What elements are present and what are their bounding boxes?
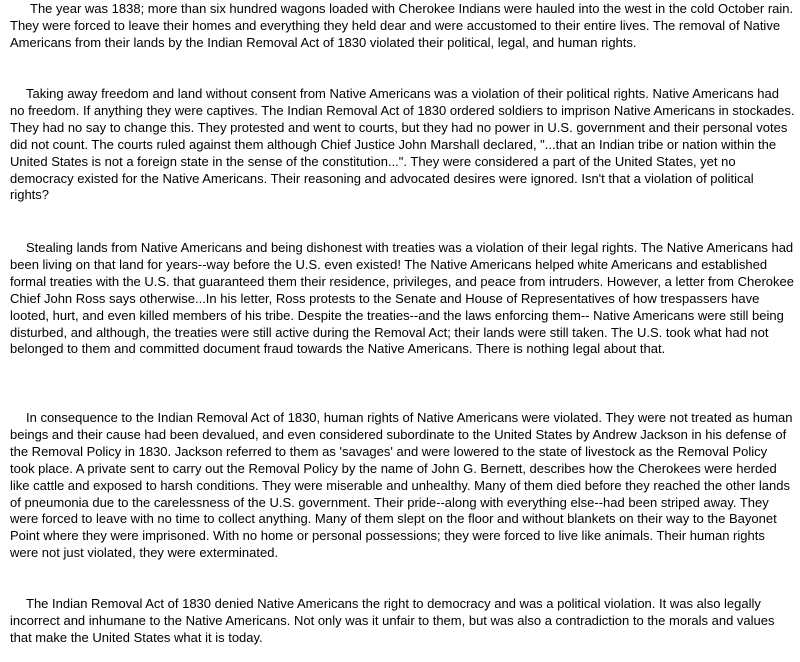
paragraph-human-rights: In consequence to the Indian Removal Act of 1830, human rights of Native Americans were violated. They were not treated as human beings and their cause had been devalued, and even considered subordinate to the United States by Andrew Jackson in his defense of the Removal Policy in 1830. Jackson referred to them as 'savages' and were lowered to the state of livestock as the Removal Policy took place. A private sent to carry out the Removal Policy by the name of John G. Bernett, describes how the Cherokees were herded like cattle and exposed to harsh conditions. They were miserable and unhealthy. Many of them died before they reached the other lands of pneumonia due to the carelessness of the U.S. government. Their pride--along with everything else--had been striped away. They were forced to leave with no time to collect anything. Many of them slept on the floor and without blankets on their way to the Bayonet Point where they were imprisoned. With no home or personal possessions; they were forced to live like animals. Their human rights were not just violated, they were exterminated.: [10, 410, 793, 561]
paragraph-conclusion: The Indian Removal Act of 1830 denied Native Americans the right to democracy and was a political violation. It was also legally incorrect and inhumane to the Native Americans. Not only was it unfair to them, but was also a contradiction to the morals and values that make the United States what it is today.: [10, 596, 775, 645]
paragraph-legal-rights: Stealing lands from Native Americans and being dishonest with treaties was a violation of their legal rights. The Native Americans had been living on that land for years--way before the U.S. even existed! The Native Americans helped white Americans and established formal treaties with the U.S. that guaranteed them their residence, privileges, and peace from intruders. However, a letter from Cherokee Chief John Ross says otherwise...In his letter, Ross protests to the Senate and House of Representatives of how trespassers have looted, hurt, and even killed members of his tribe. Despite the treaties--and the laws enforcing them-- Native Americans were still being disturbed, and although, the treaties were still active during the Removal Act; their lands were still taken. The U.S. took what had not belonged to them and committed document fraud towards the Native Americans. There is nothing legal about that.: [10, 240, 794, 357]
paragraph-intro: The year was 1838; more than six hundred wagons loaded with Cherokee Indians were hauled into the west in the cold October rain. They were forced to leave their homes and everything they held dear and were accustomed to their entire lives. The removal of Native Americans from their lands by the Indian Removal Act of 1830 violated their political, legal, and human rights.: [10, 1, 794, 50]
paragraph-political-rights: Taking away freedom and land without consent from Native Americans was a violation of their political rights. Native Americans had no freedom. If anything they were captives. The Indian Removal Act of 1830 ordered soldiers to imprison Native Americans in stockades. They had no say to change this. They protested and went to courts, but they had no power in U.S. government and their personal votes did not count. The courts ruled against them although Chief Justice John Marshall declared, "...that an Indian tribe or nation within the United States is not a foreign state in the sense of the constitution...". They were considered a part of the United States, yet no democracy existed for the Native Americans. Their reasoning and advocated desires were ignored. Isn't that a violation of political rights?: [10, 86, 795, 203]
